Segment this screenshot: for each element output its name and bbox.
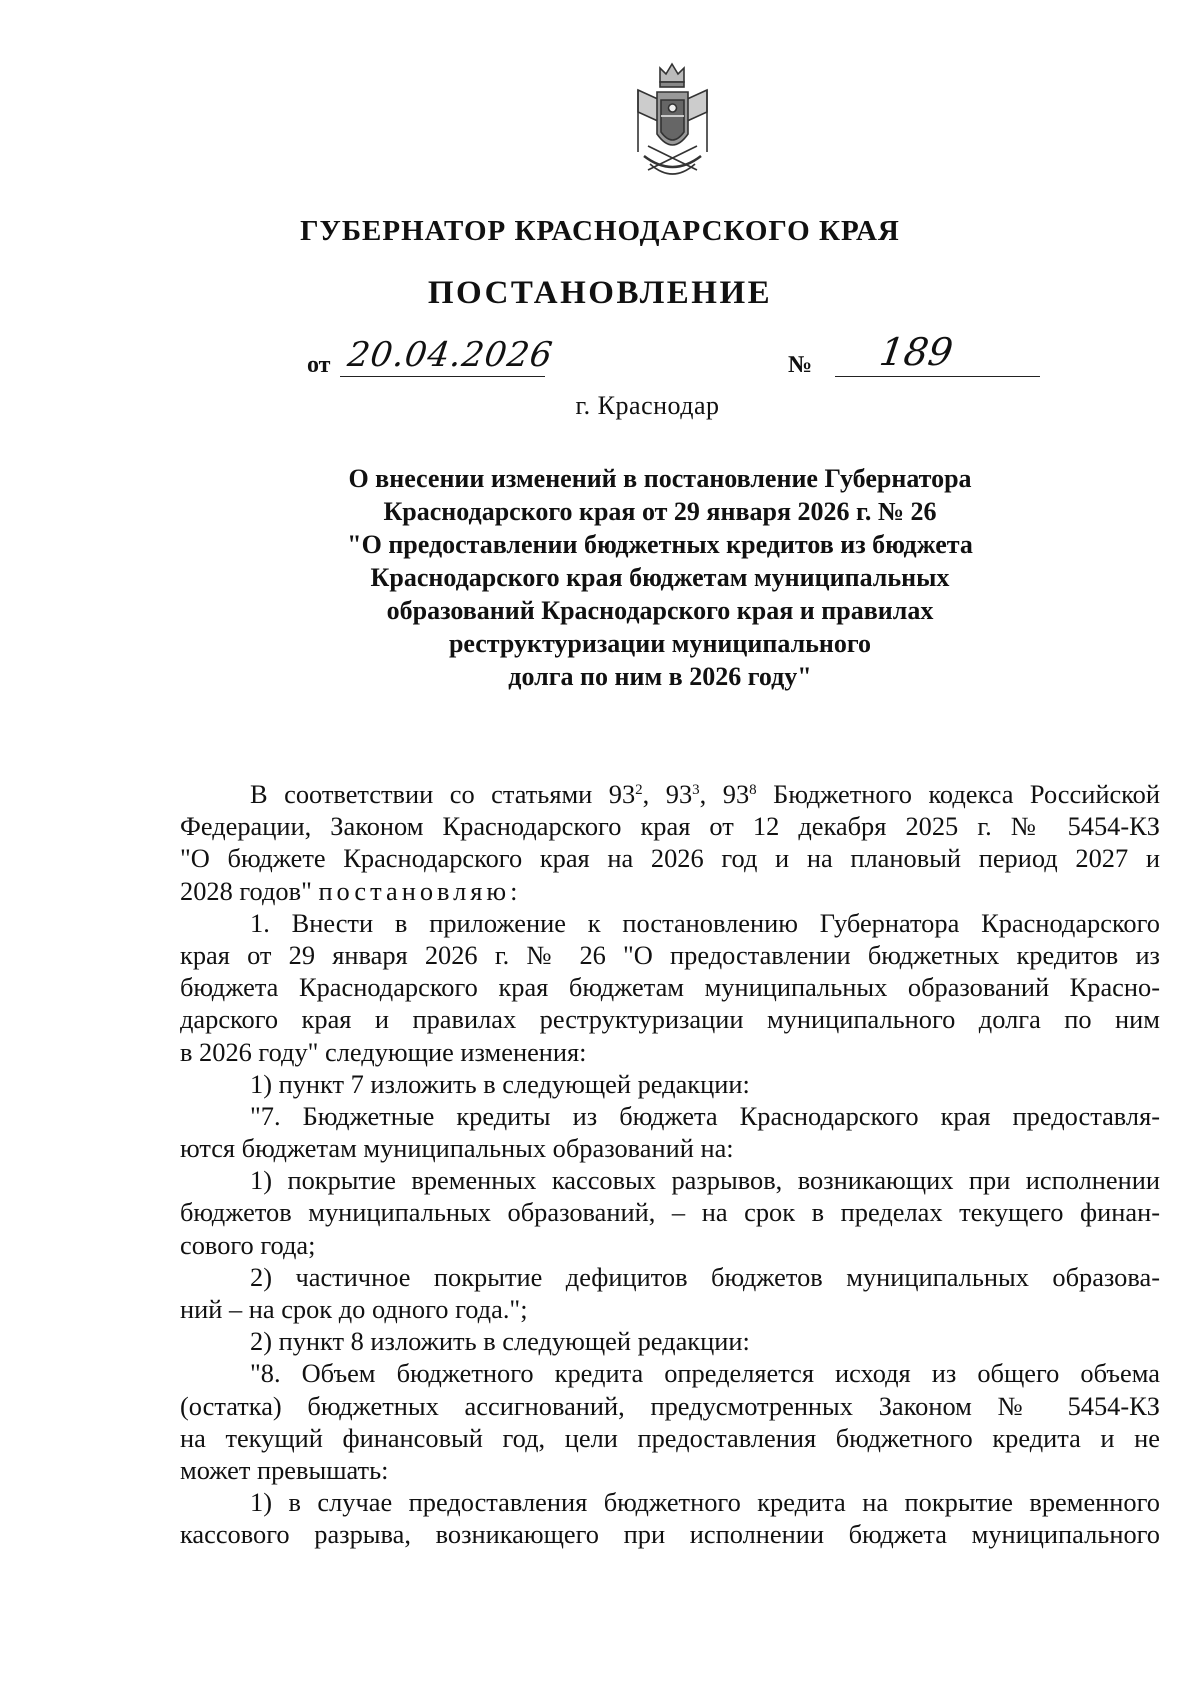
body-line: бюджетов муниципальных образований, – на срок в пределах текущего финан- (180, 1197, 1160, 1228)
body-line: кассового разрыва, возникающего при исполнении бюджета муниципального (180, 1519, 1160, 1550)
date-label: от (307, 352, 331, 378)
body-line: "8. Объем бюджетного кредита определяется исходя из общего объема (250, 1358, 1160, 1389)
subject-line: Краснодарского края бюджетам муниципальных (370, 563, 950, 592)
body-lines (180, 907, 1160, 1551)
subject-line: Краснодарского края от 29 января 2026 г. № 26 (383, 497, 937, 526)
body-line: 1) в случае предоставления бюджетного кредита на покрытие временного (250, 1487, 1160, 1518)
body-line: 1) пункт 7 изложить в следующей редакции: (250, 1068, 750, 1099)
body-line: сового года; (180, 1229, 316, 1260)
body-line: (остатка) бюджетных ассигнований, предусмотренных Законом № 5454-КЗ (180, 1390, 1160, 1421)
document-body (180, 778, 1160, 1551)
krasnodar-krai-coat-of-arms-icon (630, 60, 715, 185)
city: г. Краснодар (575, 391, 720, 420)
preamble-line: В соответствии со статьями $93^2$, $93^3$, $93^8$ Бюджетного кодекса Российской (250, 779, 1160, 809)
subject-line: "О предоставлении бюджетных кредитов из бюджета (347, 530, 973, 559)
body-line: 1) покрытие временных кассовых разрывов, возникающих при исполнении (250, 1165, 1160, 1196)
preamble-line: 2028 годов" постановляю: (180, 875, 522, 906)
preamble-line: "О бюджете Краснодарского края на 2026 год и на плановый период 2027 и (180, 843, 1160, 874)
number-underline (835, 376, 1040, 377)
resolution-word: постановляю: (318, 875, 522, 906)
number-label: № (788, 352, 813, 378)
body-line: в 2026 году" следующие изменения: (180, 1036, 587, 1067)
subject-line: долга по ним в 2026 году" (508, 662, 812, 691)
body-line: бюджета Краснодарского края бюджетам муниципальных образований Красно- (180, 972, 1160, 1003)
handwritten-number: 189 (876, 330, 956, 374)
body-line: 2) пункт 8 изложить в следующей редакции: (250, 1326, 750, 1357)
authority-title: ГУБЕРНАТОР КРАСНОДАРСКОГО КРАЯ (300, 215, 900, 247)
body-line: на текущий финансовый год, цели предоставления бюджетного кредита и не (180, 1422, 1160, 1453)
body-line: края от 29 января 2026 г. № 26 "О предоставлении бюджетных кредитов из (180, 939, 1160, 970)
body-line: может превышать: (180, 1454, 389, 1485)
preamble-line: Федерации, Законом Краснодарского края от 12 декабря 2025 г. № 5454-КЗ (180, 811, 1160, 842)
subject-line: реструктуризации муниципального (448, 629, 872, 658)
subject-line: О внесении изменений в постановление Губернатора (348, 464, 972, 493)
body-line: ются бюджетам муниципальных образований на: (180, 1133, 734, 1164)
body-line: ний – на срок до одного года."; (180, 1294, 528, 1324)
document-type: ПОСТАНОВЛЕНИЕ (427, 275, 773, 311)
date-underline (340, 376, 545, 377)
body-line: "7. Бюджетные кредиты из бюджета Краснодарского края предоставля- (250, 1100, 1160, 1131)
handwritten-date: 20.04.2026 (345, 335, 556, 375)
document-subject (160, 462, 1160, 693)
body-line: 1. Внести в приложение к постановлению Губернатора Краснодарского (250, 907, 1160, 938)
subject-line: образований Краснодарского края и правилах (386, 596, 934, 625)
body-line: 2) частичное покрытие дефицитов бюджетов муниципальных образова- (250, 1261, 1160, 1292)
body-line: дарского края и правилах реструктуризации муниципального долга по ним (180, 1004, 1160, 1035)
